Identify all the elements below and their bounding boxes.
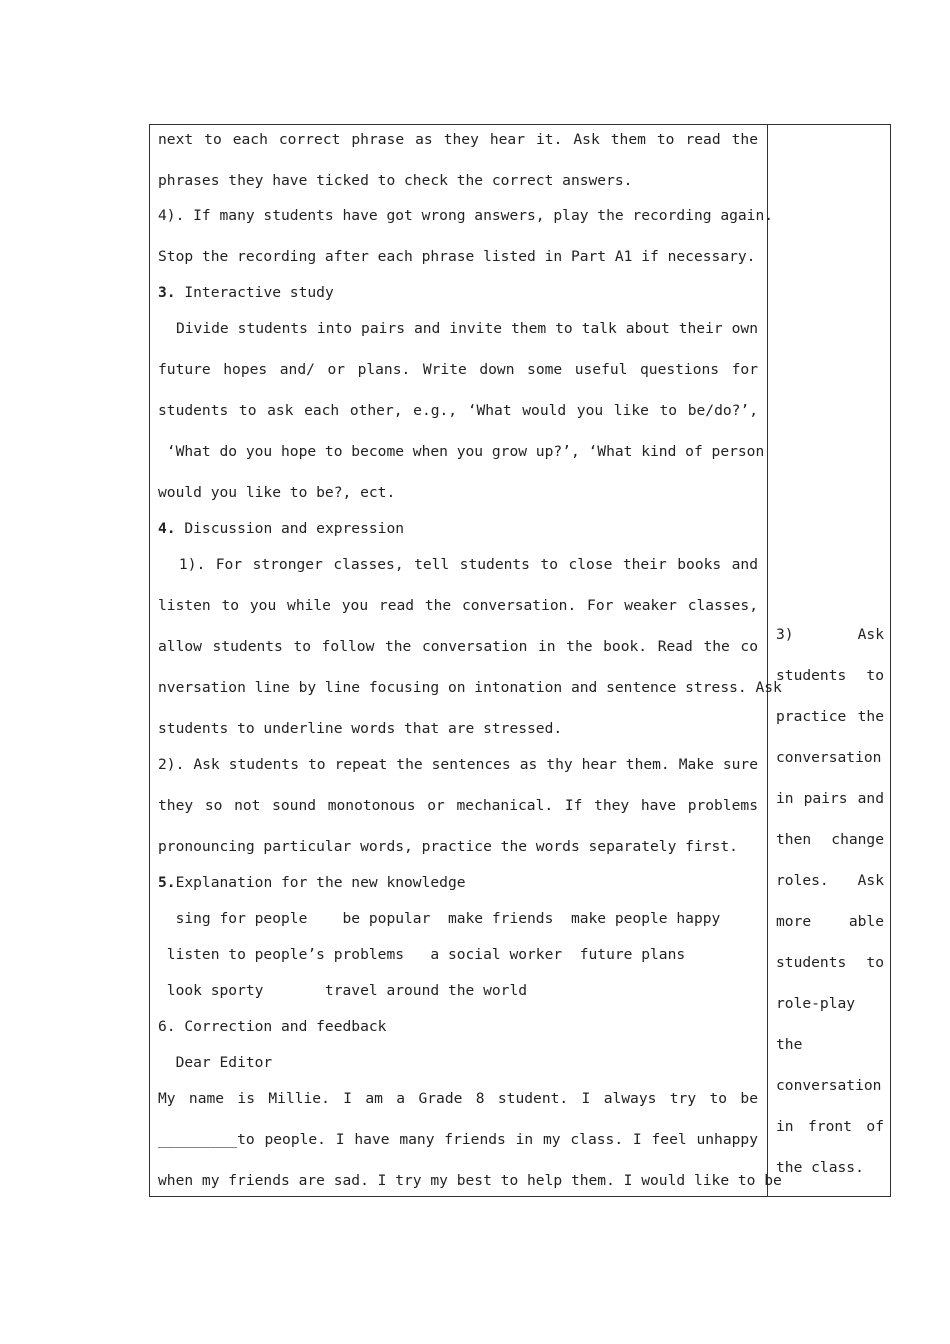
line-text: Divide students into pairs and invite them to talk about their own (158, 320, 758, 337)
line-text: 2). Ask students to repeat the sentences as thy hear them. Make sure (158, 756, 758, 773)
text-line (158, 131, 758, 149)
text-line (158, 1172, 782, 1190)
section-number: 3. (158, 284, 176, 301)
text-line (158, 982, 758, 1000)
text-line (158, 520, 758, 538)
line-text: role-play (776, 995, 856, 1012)
line-text: the class. (776, 1159, 864, 1176)
text-line (158, 874, 758, 892)
note-line (776, 1159, 884, 1177)
line-text: students to ask each other, e.g., ‘What would you like to be/do?’, (158, 402, 758, 419)
note-line (776, 790, 884, 808)
text-line (158, 207, 774, 225)
line-text: they so not sound monotonous or mechanical. If they have problems (158, 797, 758, 814)
note-line (776, 667, 884, 685)
text-line (158, 1090, 758, 1108)
column-divider (767, 125, 768, 1196)
line-text: future hopes and/ or plans. Write down some useful questions for (158, 361, 758, 378)
text-line (158, 946, 758, 964)
note-line (776, 831, 884, 849)
line-text: next to each correct phrase as they hear it. Ask them to read the (158, 131, 758, 148)
text-line (158, 248, 758, 266)
line-text: ‘What do you hope to become when you grow up?’, ‘What kind of person (158, 443, 765, 460)
note-line (776, 708, 884, 726)
note-line (776, 1118, 884, 1136)
line-text: Dear Editor (158, 1054, 273, 1071)
line-text: look sporty travel around the world (158, 982, 528, 999)
line-text: 6. Correction and feedback (158, 1018, 387, 1035)
line-text: the (776, 1036, 803, 1053)
text-line (158, 1054, 758, 1072)
line-text: Explanation for the new knowledge (175, 874, 466, 891)
line-text: sing for people be popular make friends make people happy (158, 910, 721, 927)
line-text: students to (776, 954, 884, 971)
line-text: _________to people. I have many friends in my class. I feel unhappy (158, 1131, 758, 1148)
text-line (158, 597, 758, 615)
line-text: 4). If many students have got wrong answers, play the recording again. (158, 207, 774, 224)
line-text: conversation (776, 749, 882, 766)
line-text: roles. Ask (776, 872, 884, 889)
line-text: My name is Millie. I am a Grade 8 student. I always try to be (158, 1090, 758, 1107)
text-line (158, 556, 758, 574)
line-text: Stop the recording after each phrase listed in Part A1 if necessary. (158, 248, 756, 265)
note-line (776, 954, 884, 972)
line-text: Discussion and expression (175, 520, 405, 537)
line-text: listen to people’s problems a social worker future plans (158, 946, 686, 963)
note-line (776, 749, 884, 767)
text-line (158, 172, 758, 190)
line-text: students to underline words that are stressed. (158, 720, 563, 737)
line-text: in pairs and (776, 790, 884, 807)
lesson-table (149, 124, 891, 1197)
line-text: 3) Ask (776, 626, 884, 643)
text-line (158, 679, 782, 697)
text-line (158, 443, 765, 461)
line-text: in front of (776, 1118, 884, 1135)
note-line (776, 1036, 884, 1054)
note-line (776, 872, 884, 890)
text-line (158, 320, 758, 338)
line-text: when my friends are sad. I try my best to help them. I would like to be (158, 1172, 782, 1189)
note-line (776, 1077, 884, 1095)
text-line (158, 756, 758, 774)
line-text: listen to you while you read the conversation. For weaker classes, (158, 597, 758, 614)
line-text: would you like to be?, ect. (158, 484, 396, 501)
text-line (158, 361, 758, 379)
line-text: pronouncing particular words, practice the words separately first. (158, 838, 738, 855)
text-line (158, 1131, 758, 1149)
text-line (158, 797, 758, 815)
line-text: phrases they have ticked to check the correct answers. (158, 172, 633, 189)
text-line (158, 484, 758, 502)
note-line (776, 913, 884, 931)
note-line (776, 626, 884, 644)
line-text: students to (776, 667, 884, 684)
line-text: more able (776, 913, 884, 930)
text-line (158, 1018, 758, 1036)
line-text: Interactive study (175, 284, 334, 301)
section-number: 4. (158, 520, 176, 537)
line-text: conversation (776, 1077, 882, 1094)
text-line (158, 402, 758, 420)
note-line (776, 995, 884, 1013)
line-text: nversation line by line focusing on intonation and sentence stress. Ask (158, 679, 782, 696)
section-number: 5. (158, 874, 176, 891)
text-line (158, 638, 758, 656)
line-text: then change (776, 831, 884, 848)
line-text: allow students to follow the conversation in the book. Read the co (158, 638, 758, 655)
text-line (158, 284, 758, 302)
text-line (158, 838, 758, 856)
text-line (158, 910, 758, 928)
line-text: 1). For stronger classes, tell students to close their books and (158, 556, 758, 573)
text-line (158, 720, 758, 738)
line-text: practice the (776, 708, 884, 725)
